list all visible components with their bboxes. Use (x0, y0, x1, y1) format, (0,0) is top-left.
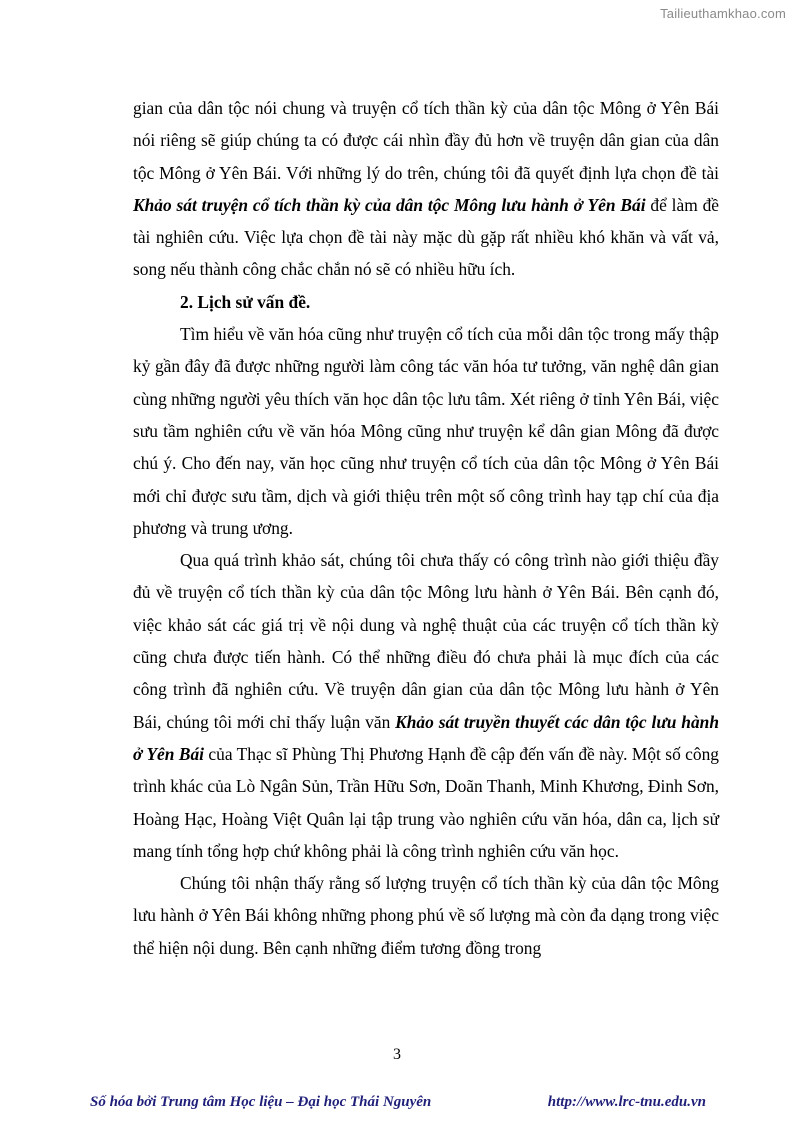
paragraph-3-text-a: Qua quá trình khảo sát, chúng tôi chưa thấy có công trình nào giới thiệu đầy đủ về truyện cổ tích thần kỳ của dân tộc Mông lưu hành ở Yên Bái. Bên cạnh đó, việc khảo sát các giá trị về nội dung và nghệ thuật của các truyện cổ tích thần kỳ cũng chưa được tiến hành. Có thể những điều đó chưa phải là mục đích của các công trình đã nghiên cứu. Về truyện dân gian của dân tộc Mông lưu hành ở Yên Bái, chúng tôi mới chỉ thấy luận văn (133, 550, 719, 732)
paragraph-1-text-a: gian của dân tộc nói chung và truyện cổ tích thần kỳ của dân tộc Mông ở Yên Bái nói riêng sẽ giúp chúng ta có được cái nhìn đầy đủ hơn về truyện dân gian của dân tộc Mông ở Yên Bái. Với những lý do trên, chúng tôi đã quyết định lựa chọn đề tài (133, 98, 719, 183)
watermark: Tailieuthamkhao.com (660, 6, 786, 21)
thesis-title: Khảo sát truyện cổ tích thần kỳ của dân tộc Mông lưu hành ở Yên Bái (133, 194, 646, 215)
paragraph-1 (133, 92, 719, 286)
footer-url-link[interactable]: http://www.lrc-tnu.edu.vn (547, 1094, 706, 1110)
section-heading: 2. Lịch sử vấn đề. (180, 291, 311, 312)
footer-left-text: Số hóa bởi Trung tâm Học liệu – Đại học Thái Nguyên (90, 1094, 432, 1110)
cited-thesis-title: Khảo sát truyền thuyết các dân tộc lưu hành ở Yên Bái (133, 711, 720, 764)
paragraph-4: Chúng tôi nhận thấy rằng số lượng truyện cổ tích thần kỳ của dân tộc Mông lưu hành ở Yên Bái không những phong phú về số lượng mà còn đa dạng trong việc thể hiện nội dung. Bên cạnh những điểm tương đồng trong (133, 873, 719, 958)
document-body (133, 92, 719, 964)
paragraph-1-text-b: để làm đề tài nghiên cứu. Việc lựa chọn đề tài này mặc dù gặp rất nhiều khó khăn và vất vả, song nếu thành công chắc chắn nó sẽ có nhiều hữu ích. (133, 194, 719, 280)
page-number: 3 (393, 1046, 401, 1063)
paragraph-3 (133, 544, 719, 867)
page-footer (90, 1094, 706, 1111)
paragraph-3-text-b: của Thạc sĩ Phùng Thị Phương Hạnh đề cập đến vấn đề này. Một số công trình khác của Lò Ngân Sủn, Trần Hữu Sơn, Doãn Thanh, Minh Khương, Đinh Sơn, Hoàng Hạc, Hoàng Việt Quân lại tập trung vào nghiên cứu văn hóa, dân ca, lịch sử mang tính tổng hợp chứ không phải là công trình nghiên cứu văn học. (133, 743, 719, 861)
paragraph-2: Tìm hiểu về văn hóa cũng như truyện cổ tích của mỗi dân tộc trong mấy thập kỷ gần đây đã được những người làm công tác văn hóa tư tưởng, văn nghệ dân gian cùng những người yêu thích văn học dân tộc lưu tâm. Xét riêng ở tỉnh Yên Bái, việc sưu tầm nghiên cứu về văn hóa Mông cũng như truyện kể dân gian Mông đã được chú ý. Cho đến nay, văn học cũng như truyện cổ tích của dân tộc Mông ở Yên Bái mới chỉ được sưu tầm, dịch và giới thiệu trên một số công trình hay tạp chí của địa phương và trung ương. (133, 324, 719, 538)
